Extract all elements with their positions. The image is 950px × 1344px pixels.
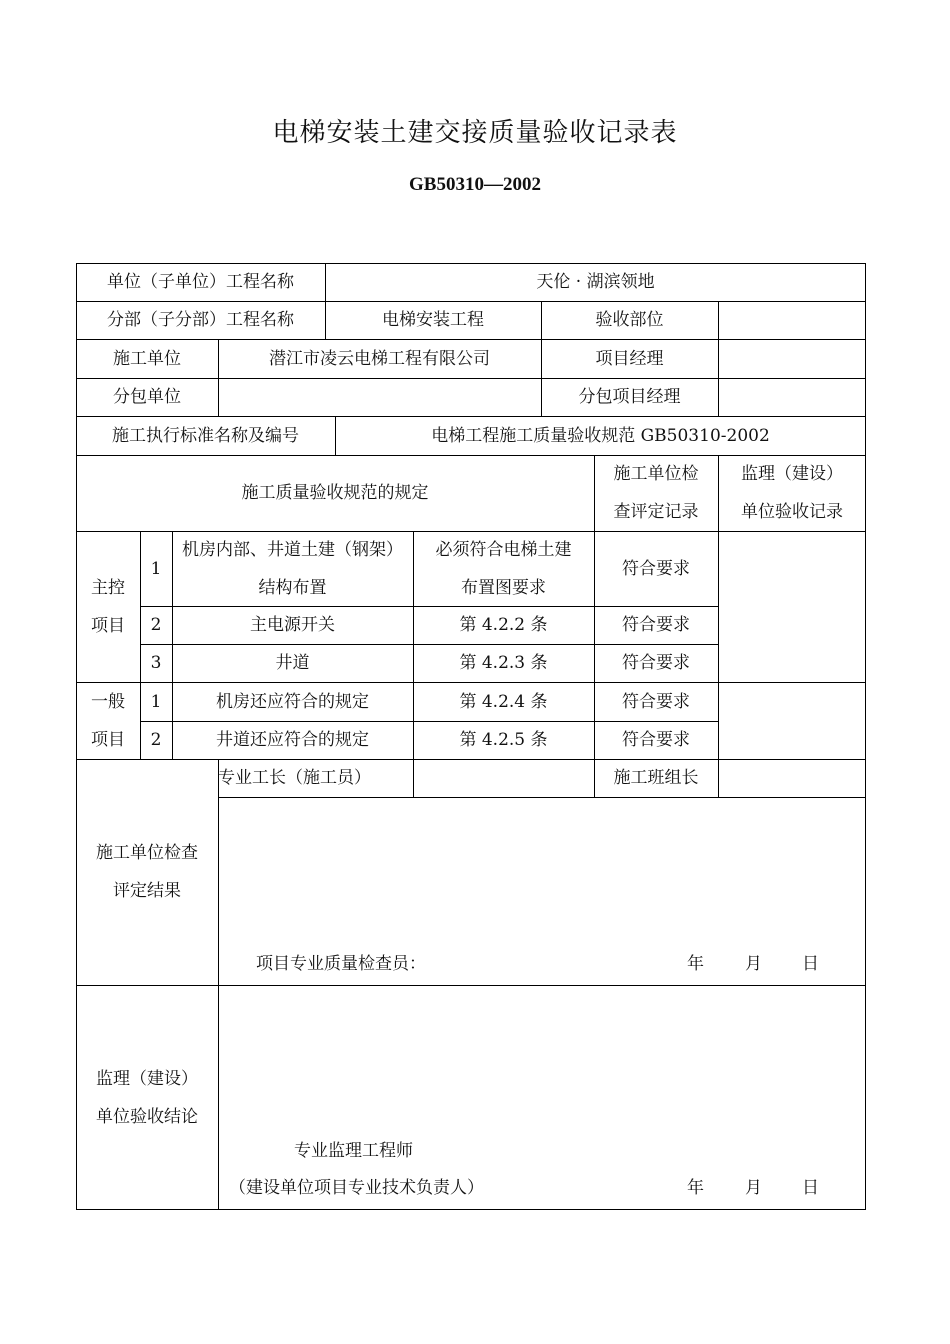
item-check-result: 符合要求 [622, 615, 690, 635]
item-description: 主电源开关 [250, 615, 335, 635]
part-name-value: 电梯安装工程 [382, 310, 484, 330]
item-number: 2 [150, 730, 162, 750]
item-check-result: 符合要求 [622, 653, 690, 673]
general-items-group-label [76, 682, 140, 759]
date-month-label: 月 [745, 954, 762, 974]
standard-value: 电梯工程施工质量验收规范 GB50310-2002 [431, 425, 770, 446]
item-requirement [413, 531, 594, 606]
supervising-engineer-label: 专业监理工程师 [294, 1141, 413, 1161]
main-items-group-label [76, 531, 140, 682]
item-description: 井道还应符合的规定 [216, 730, 369, 750]
contractor-label: 施工单位 [113, 348, 181, 369]
item-description-line1: 机房内部、井道土建（钢架） [182, 539, 403, 560]
date-year-label: 年 [687, 954, 704, 974]
item-description: 井道 [275, 653, 310, 673]
item-number: 3 [150, 653, 162, 673]
supervision-conclusion-label-line2: 单位验收结论 [96, 1106, 198, 1127]
col-divider [218, 759, 219, 1210]
item-requirement: 第 4.2.3 条 [459, 653, 548, 673]
unit-name-value: 天伦 · 湖滨领地 [536, 272, 655, 292]
team-leader-value [718, 759, 866, 797]
spec-column-header: 施工质量验收规范的规定 [241, 483, 429, 503]
check-record-header [594, 455, 718, 531]
item-requirement: 第 4.2.4 条 [459, 691, 548, 712]
item-description-line2: 结构布置 [258, 577, 327, 598]
project-manager-value [718, 339, 866, 378]
item-requirement: 第 4.2.5 条 [459, 730, 548, 750]
item-check-result: 符合要求 [622, 691, 690, 712]
contractor-check-label-line1: 施工单位检查 [96, 843, 198, 863]
contractor-check-label-line2: 评定结果 [113, 881, 181, 901]
owner-technical-lead-label: （建设单位项目专业技术负责人） [229, 1178, 484, 1198]
main-items-group-line2: 项目 [91, 615, 125, 636]
sub-project-manager-value [718, 378, 866, 416]
subcontractor-label: 分包单位 [113, 387, 181, 407]
item-requirement-line1: 必须符合电梯土建 [435, 539, 572, 560]
date-day-label: 日 [802, 954, 819, 974]
document-title: 电梯安装土建交接质量验收记录表 [272, 118, 678, 148]
part-name-label: 分部（子分部）工程名称 [107, 310, 294, 330]
item-check-result: 符合要求 [622, 558, 690, 579]
date-month-label: 月 [745, 1178, 762, 1198]
project-manager-label: 项目经理 [595, 348, 664, 369]
standard-code: GB50310—2002 [409, 174, 541, 195]
contractor-value: 潜江市凌云电梯工程有限公司 [269, 348, 490, 369]
subcontractor-value [218, 378, 541, 416]
item-description [172, 531, 413, 606]
unit-name-label: 单位（子单位）工程名称 [107, 272, 294, 292]
item-requirement-line2: 布置图要求 [461, 577, 546, 598]
general-items-group-line2: 项目 [91, 729, 125, 750]
row-divider [218, 797, 866, 798]
item-requirement: 第 4.2.2 条 [459, 615, 548, 635]
item-number: 1 [150, 691, 162, 712]
foreman-label: 专业工长（施工员） [218, 768, 371, 788]
item-number: 1 [150, 558, 162, 579]
inspection-form-table [76, 263, 866, 1210]
acceptance-part-label: 验收部位 [595, 310, 664, 330]
sub-project-manager-label: 分包项目经理 [578, 387, 681, 407]
item-number: 2 [150, 615, 162, 635]
foreman-value [413, 759, 594, 797]
item-check-result: 符合要求 [622, 730, 690, 750]
standard-label: 施工执行标准名称及编号 [112, 425, 299, 446]
main-items-group-line1: 主控 [91, 577, 125, 598]
acceptance-part-value [718, 301, 866, 339]
supervision-record-header [718, 455, 866, 531]
date-year-label: 年 [687, 1178, 704, 1198]
check-record-header-line1: 施工单位检 [613, 464, 699, 484]
general-items-group-line1: 一般 [91, 691, 125, 712]
quality-inspector-label: 项目专业质量检查员： [256, 954, 426, 974]
item-description: 机房还应符合的规定 [216, 691, 369, 712]
supervision-conclusion-label-line1: 监理（建设） [96, 1068, 198, 1089]
team-leader-label: 施工班组长 [613, 768, 699, 788]
supervision-record-header-line1: 监理（建设） [741, 464, 843, 484]
supervision-conclusion-label [76, 985, 218, 1210]
contractor-check-label [76, 759, 218, 985]
check-record-header-line2: 查评定记录 [613, 502, 699, 522]
supervision-record-header-line2: 单位验收记录 [741, 502, 843, 522]
date-day-label: 日 [802, 1178, 819, 1198]
